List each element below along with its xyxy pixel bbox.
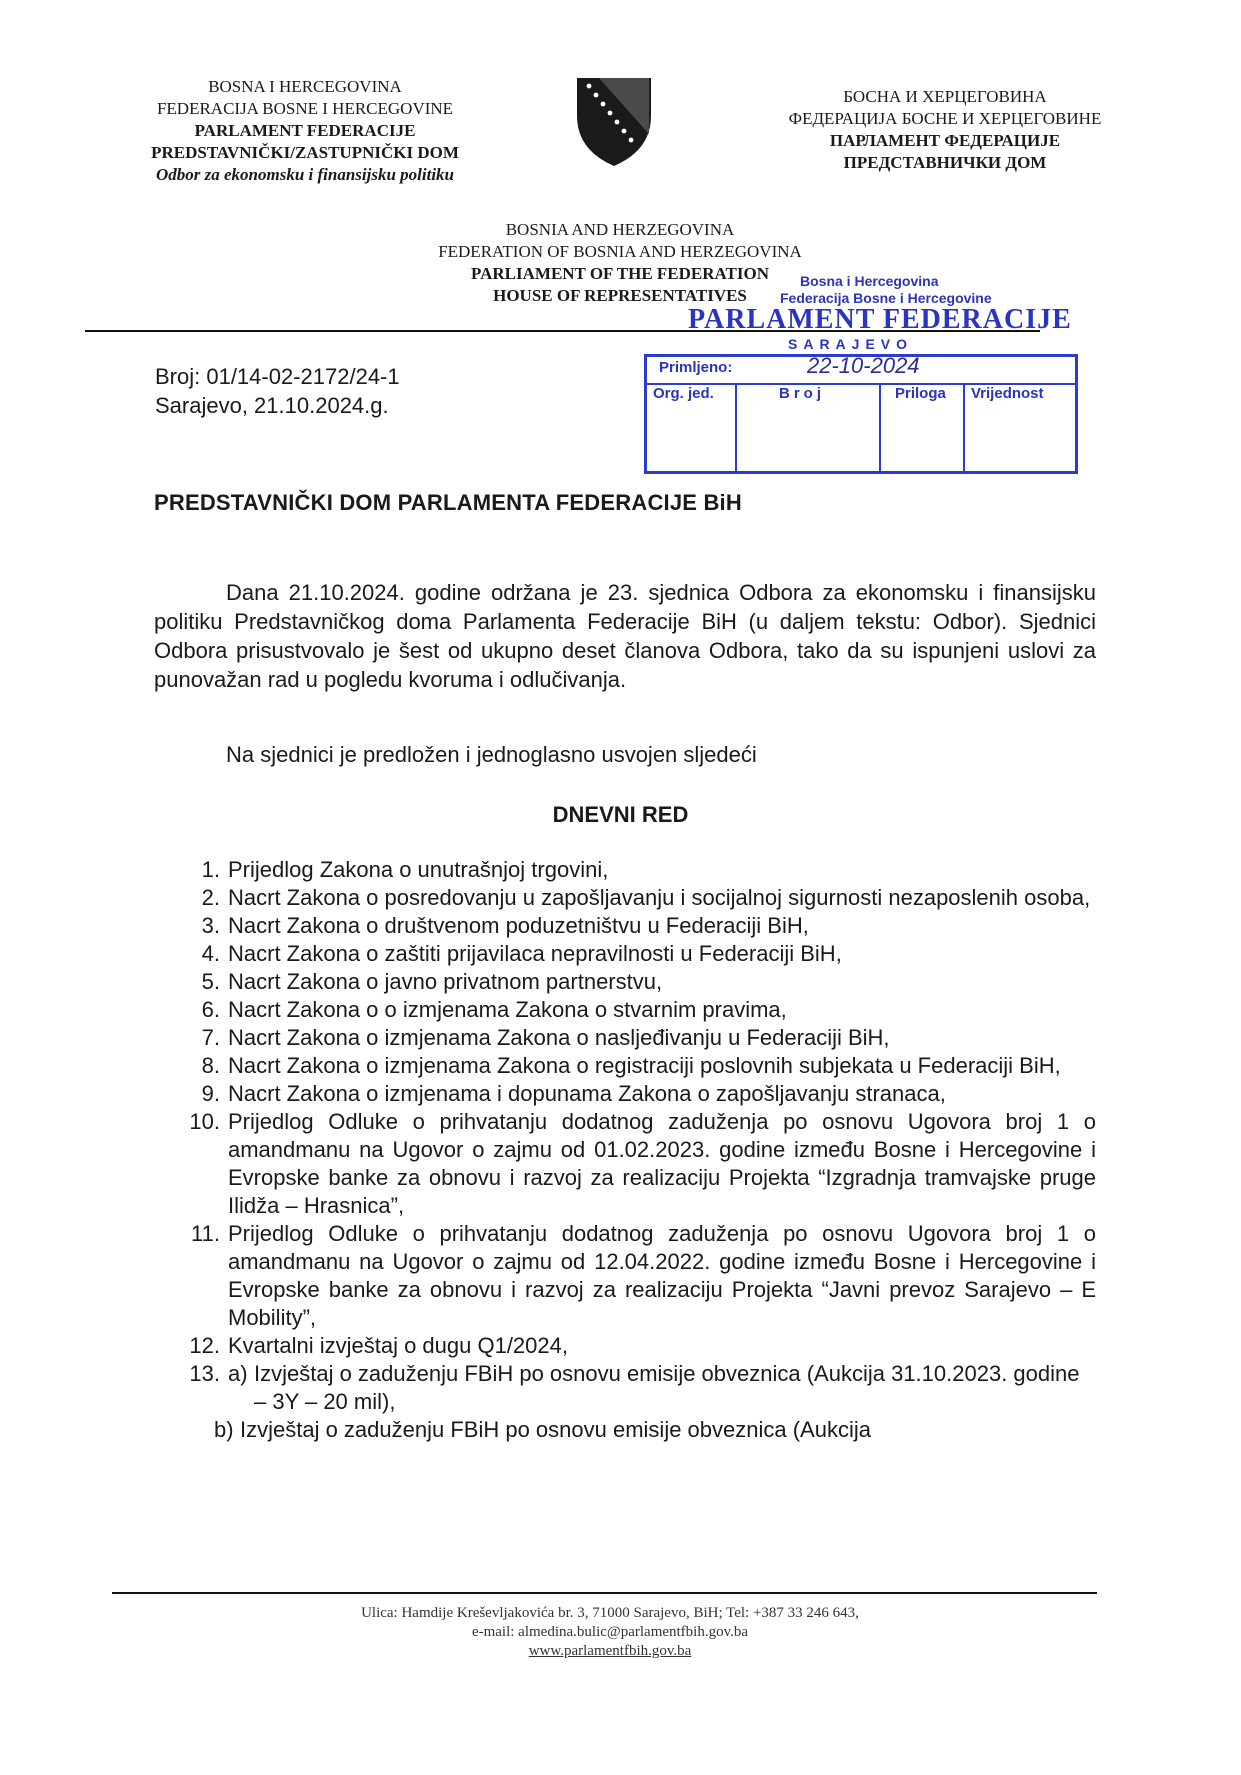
footer-address: Ulica: Hamdije Kreševljakovića br. 3, 71000 Sarajevo, BiH; Tel: +387 33 246 643, (361, 1605, 859, 1621)
subitem-label: b) (214, 1417, 234, 1442)
agenda-num: 9. (201, 1081, 220, 1106)
agenda-text: Nacrt Zakona o izmjenama Zakona o registraciji poslovnih subjekata u Federaciji BiH, (228, 1053, 1061, 1078)
agenda-title: DNEVNI RED (552, 802, 689, 827)
header-left (110, 76, 500, 186)
agenda-subitem-b (214, 1416, 1096, 1444)
agenda-text: Nacrt Zakona o posredovanju u zapošljavanju i socijalnoj sigurnosti nezaposlenih osoba, (228, 885, 1091, 910)
agenda-subitem-a (228, 1360, 1096, 1416)
document-place-date: Sarajevo, 21.10.2024.g. (155, 393, 389, 418)
footer-email[interactable]: e-mail: almedina.bulic@parlamentfbih.gov.ba (471, 1624, 749, 1640)
stamp-line4: SARAJEVO (788, 336, 914, 352)
header-right-line1: БОСНА И ХЕРЦЕГОВИНА (843, 87, 1047, 106)
stamp-line3: PARLAMENT FEDERACIJE (688, 304, 1072, 335)
header-center-line4: HOUSE OF REPRESENTATIVES (493, 286, 747, 305)
stamp-col-value (965, 383, 1075, 471)
agenda-num: 6. (201, 997, 220, 1022)
stamp-line2: Federacija Bosne i Hercegovine (780, 290, 992, 306)
agenda-num: 12. (189, 1333, 220, 1358)
agenda-num: 2. (201, 885, 220, 910)
subitem-text: Izvještaj o zaduženju FBiH po osnovu emisije obveznica (Aukcija (240, 1417, 871, 1442)
list-item (180, 996, 1096, 1024)
agenda-text: Prijedlog Odluke o prihvatanju dodatnog zaduženja po osnovu Ugovora broj 1 o amandmanu na Ugovor o zajmu od 12.04.2022. godine između Bosne i Hercegovine i Evropske banke za obnovu i razvoj za realizaciju Projekta “Javni prevoz Sarajevo – E Mobility”, (228, 1221, 1096, 1330)
agenda-num: 4. (201, 941, 220, 966)
proposal-line: Na sjednici je predložen i jednoglasno usvojen sljedeći (226, 742, 757, 767)
list-item (180, 1024, 1096, 1052)
list-item (180, 1080, 1096, 1108)
agenda-text: Nacrt Zakona o društvenom poduzetništvu u Federaciji BiH, (228, 913, 809, 938)
agenda-text: Nacrt Zakona o javno privatnom partnerstvu, (228, 969, 663, 994)
stamp-col-attachments (881, 383, 965, 471)
footer-divider (112, 1592, 1097, 1594)
agenda-text: Nacrt Zakona o izmjenama Zakona o nasljeđivanju u Federaciji BiH, (228, 1025, 890, 1050)
header-center-line3: PARLIAMENT OF THE FEDERATION (470, 264, 769, 283)
header-right-line4: ПРЕДСТАВНИЧКИ ДОМ (843, 153, 1047, 172)
agenda-num: 1. (201, 857, 220, 882)
stamp-received-date: 22-10-2024 (807, 353, 920, 378)
header-right-line3: ПАРЛАМЕНТ ФЕДЕРАЦИЈЕ (829, 131, 1061, 150)
list-item (180, 1108, 1096, 1220)
footer-website-link[interactable]: www.parlamentfbih.gov.ba (528, 1643, 692, 1659)
stamp-col-number (737, 383, 881, 471)
list-item (180, 940, 1096, 968)
coat-of-arms-icon (575, 76, 653, 168)
header-left-line3: PARLAMENT FEDERACIJE (194, 121, 416, 140)
header-left-line4: PREDSTAVNIČKI/ZASTUPNIČKI DOM (151, 143, 459, 162)
list-item (180, 1052, 1096, 1080)
list-item (180, 1220, 1096, 1332)
stamp-col3-label: Priloga (895, 385, 946, 402)
agenda-text (214, 1360, 1096, 1444)
list-item (180, 856, 1096, 884)
agenda-num: 11. (191, 1221, 220, 1246)
stamp-col-org (647, 383, 737, 471)
agenda-text: Prijedlog Zakona o unutrašnjoj trgovini, (228, 857, 609, 882)
addressee: PREDSTAVNIČKI DOM PARLAMENTA FEDERACIJE BiH (154, 490, 742, 515)
agenda-num: 3. (201, 913, 220, 938)
subitem-label: a) (228, 1361, 248, 1386)
list-item (180, 1360, 1096, 1444)
stamp-received-row (647, 353, 1075, 385)
intro-paragraph: Dana 21.10.2024. godine održana je 23. sjednica Odbora za ekonomsku i finansijsku politiku Predstavničkog doma Parlamenta Federacije BiH (u daljem tekstu: Odbor). Sjednici Odbora prisustvovalo je šest od ukupno deset članova Odbora, tako da su ispunjeni uslovi za punovažan rad u pogledu kvoruma i odlučivanja. (154, 580, 1096, 692)
agenda-num: 7. (201, 1025, 220, 1050)
agenda-text: Nacrt Zakona o zaštiti prijavilaca nepravilnosti u Federaciji BiH, (228, 941, 842, 966)
stamp-cells (647, 383, 1075, 471)
agenda-num: 10. (189, 1109, 220, 1134)
agenda-text: Prijedlog Odluke o prihvatanju dodatnog zaduženja po osnovu Ugovora broj 1 o amandmanu na Ugovor o zajmu od 01.02.2023. godine između Bosne i Hercegovine i Evropske banke za obnovu i razvoj za realizaciju Projekta “Izgradnja tramvajske pruge Ilidža – Hrasnica”, (228, 1109, 1096, 1218)
footer (110, 1604, 1110, 1661)
agenda-num: 13. (189, 1361, 220, 1386)
subitem-text: Izvještaj o zaduženju FBiH po osnovu emisije obveznica (Aukcija 31.10.2023. godine – 3Y – 20 mil), (254, 1361, 1080, 1414)
stamp-col1-label: Org. jed. (653, 385, 714, 402)
agenda-num: 8. (201, 1053, 220, 1078)
header-left-line2: FEDERACIJA BOSNE I HERCEGOVINE (156, 99, 454, 118)
document-meta (155, 362, 400, 420)
header-right-line2: ФЕДЕРАЦИЈА БОСНЕ И ХЕРЦЕГОВИНЕ (788, 109, 1102, 128)
received-stamp-box (644, 354, 1078, 474)
agenda-text: Nacrt Zakona o o izmjenama Zakona o stvarnim pravima, (228, 997, 787, 1022)
document-number: Broj: 01/14-02-2172/24-1 (155, 364, 400, 389)
stamp-received-label: Primljeno: (659, 359, 733, 376)
stamp-line1: Bosna i Hercegovina (800, 273, 939, 289)
agenda-text: Kvartalni izvještaj o dugu Q1/2024, (228, 1333, 568, 1358)
list-item (180, 912, 1096, 940)
stamp-col4-label: Vrijednost (971, 385, 1044, 402)
stamp-col2-label: Broj (779, 385, 825, 402)
list-item (180, 884, 1096, 912)
agenda-num: 5. (201, 969, 220, 994)
header-left-line1: BOSNA I HERCEGOVINA (208, 77, 402, 96)
header-left-line5: Odbor za ekonomsku i finansijsku politiku (155, 165, 455, 184)
list-item (180, 1332, 1096, 1360)
agenda-text: Nacrt Zakona o izmjenama i dopunama Zakona o zapošljavanju stranaca, (228, 1081, 946, 1106)
header-center-line2: FEDERATION OF BOSNIA AND HERZEGOVINA (438, 242, 802, 261)
header-center-line1: BOSNIA AND HERZEGOVINA (505, 220, 735, 239)
list-item (180, 968, 1096, 996)
header-right (745, 86, 1145, 174)
agenda-list (180, 856, 1096, 1444)
